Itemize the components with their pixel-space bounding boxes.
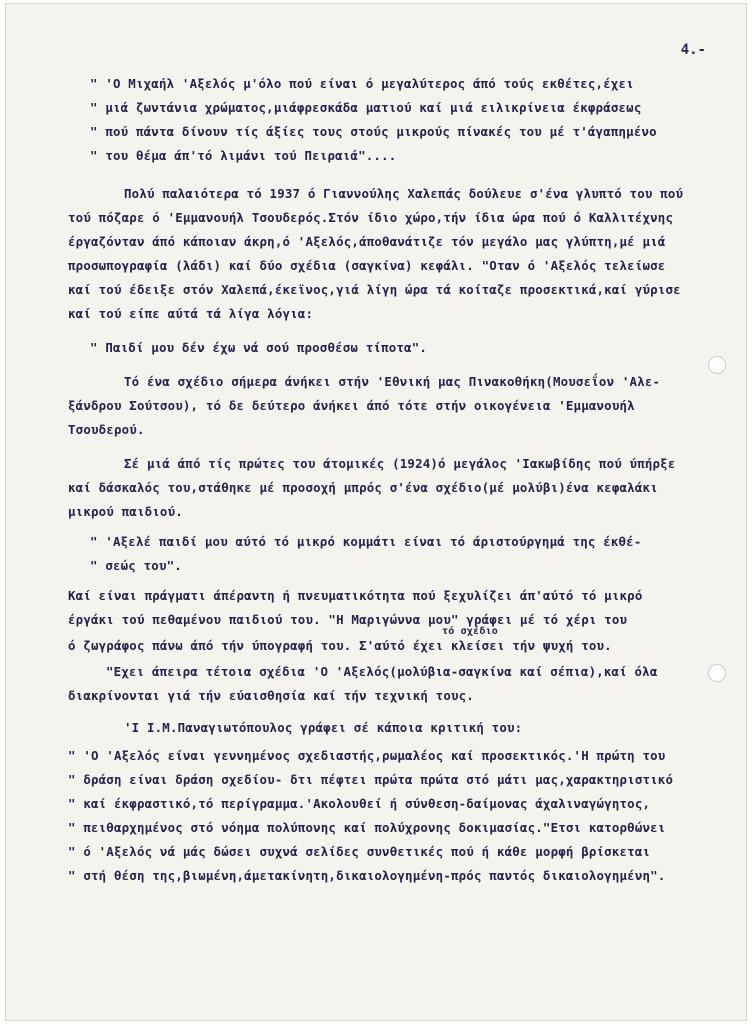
quote-line: " στή θέση της,βιωμένη,άμετακίνητη,δικαιολογημένη-πρός παντός δικαιολογημένη". (68, 868, 666, 883)
paragraph-line: ξάνδρου Σούτσου), τό δε δεύτερο άνήκει άπό τότε στήν οικογένεια 'Εμμανουήλ (68, 398, 635, 413)
handwritten-insertion: τό σχέδιο (442, 626, 498, 637)
paragraph-line: Τσουδερού. (68, 422, 145, 437)
paragraph-line: διακρίνονται γιά τήν εύαισθησία καί τήν τεχνική τους. (68, 688, 474, 703)
paragraph-line: προσωπογραφία (λάδι) καί δύο σχέδια (σαγκίνα) κεφάλι. "Οταν ό 'Αξελός τελείωσε (68, 258, 666, 273)
paragraph-line: καί τού έδειξε στόν Χαλεπά,έκεϊνος,γιά λίγη ώρα τά κοίταζε προσεκτικά,καί γύρισε (68, 282, 681, 297)
paragraph-line: τού πόζαρε ό 'Εμμανουήλ Τσουδερός.Στόν ίδιο χώρο,τήν ίδια ώρα πού ό Καλλιτέχνης (68, 210, 674, 225)
paragraph-line: έργαζόνταν άπό κάποιαν άκρη,ό 'Αξελός,άποθανάτιζε τόν μεγάλο μας γλύπτη,μέ μιά (68, 234, 666, 249)
paragraph-line: καί τού είπε αύτά τά λίγα λόγια: (68, 306, 314, 321)
quote-line-3: " πού πάντα δίνουν τίς άξίες τους στούς μικρούς πίνακές του μέ τ'άγαπημένο (90, 124, 657, 139)
quote-line: " πειθαρχημένος στό νόημα πολύπονης καί πολύχρονης δοκιμασίας."Ετσι κατορθώνει (68, 820, 666, 835)
paragraph-line: Πολύ παλαιότερα τό 1937 ό Γιαννούλης Χαλεπάς δούλευε σ'ένα γλυπτό του πού (124, 186, 684, 201)
typed-body (6, 4, 746, 1020)
paragraph-line: Σέ μιά άπό τίς πρώτες του άτομικές (1924)ό μεγάλος 'Ιακωβίδης πού ύπήρξε (124, 456, 676, 471)
quote-line: " 'Αξελέ παιδί μου αύτό τό μικρό κομμάτι είναι τό άριστούργημά της έκθέ- (90, 534, 642, 549)
quote-line-2: " μιά ζωντάνια χρώματος,μιάφρεσκάδα ματιού καί μιά ειλικρίνεια έκφράσεως (90, 100, 642, 115)
page-number: 4.- (680, 42, 706, 58)
quote-line-4: " του θέμα άπ'τό λιμάνι τού Πειραιά".... (90, 148, 397, 163)
typewritten-page (6, 4, 746, 1020)
paragraph-line: "Εχει άπειρα τέτοια σχέδια 'Ο 'Αξελός(μολύβια-σαγκίνα καί σέπια),καί όλα (106, 664, 658, 679)
paragraph-line: έργάκι τού πεθαμένου παιδιού του. "Η Μαριγώννα μου" γράφει μέ τό χέρι του (68, 612, 628, 627)
quote-line: " ό 'Αξελός νά μάς δώσει συχνά σελίδες συνθετικές πού ή κάθε μορφή βρίσκεται (68, 844, 651, 859)
quote-line: " Παιδί μου δέν έχω νά σού προσθέσω τίποτα". (90, 340, 428, 355)
paragraph-line: Τό ένα σχέδιο σήμερα άνήκει στήν 'Εθνική μας Πινακοθήκη(Μουσεΐον 'Αλε- (124, 374, 661, 389)
quote-line: " σεώς του". (90, 558, 182, 573)
paragraph-line: ό ζωγράφος πάνω άπό τήν ύπογραφή του. Σ'αύτό έχει κλείσει τήν ψυχή του. (68, 638, 612, 653)
paragraph-line: καί δάσκαλός του,στάθηκε μέ προσοχή μπρός σ'ένα σχέδιο(μέ μολύβι)ένα κεφαλάκι (68, 480, 658, 495)
paragraph-line: 'Ι Ι.Μ.Παναγιωτόπουλος γράφει σέ κάποια κριτική του: (124, 720, 523, 735)
quote-line: " δράση είναι δράση σχεδίου- δτι πέφτει πρώτα πρώτα στό μάτι μας,χαρακτηριστικό (68, 772, 674, 787)
quote-line: " καί έκφραστικό,τό περίγραμμα.'Ακολουθεί ή σύνθεση-δαίμονας άχαλιναγώγητος, (68, 796, 651, 811)
paragraph-line: Καί είναι πράγματι άπέραντη ή πνευματικότητα πού ξεχυλίζει άπ'αύτό τό μικρό (68, 588, 643, 603)
paragraph-line: μικρού παιδιού. (68, 504, 183, 519)
quote-line: " 'Ο 'Αξελός είναι γεννημένος σχεδιαστής,ρωμαλέος καί προσεκτικός.'Η πρώτη του (68, 748, 666, 763)
quote-line-1: " 'Ο Μιχαήλ 'Αξελός μ'όλο πού είναι ό μεγαλύτερος άπό τούς εκθέτες,έχει (90, 76, 634, 91)
